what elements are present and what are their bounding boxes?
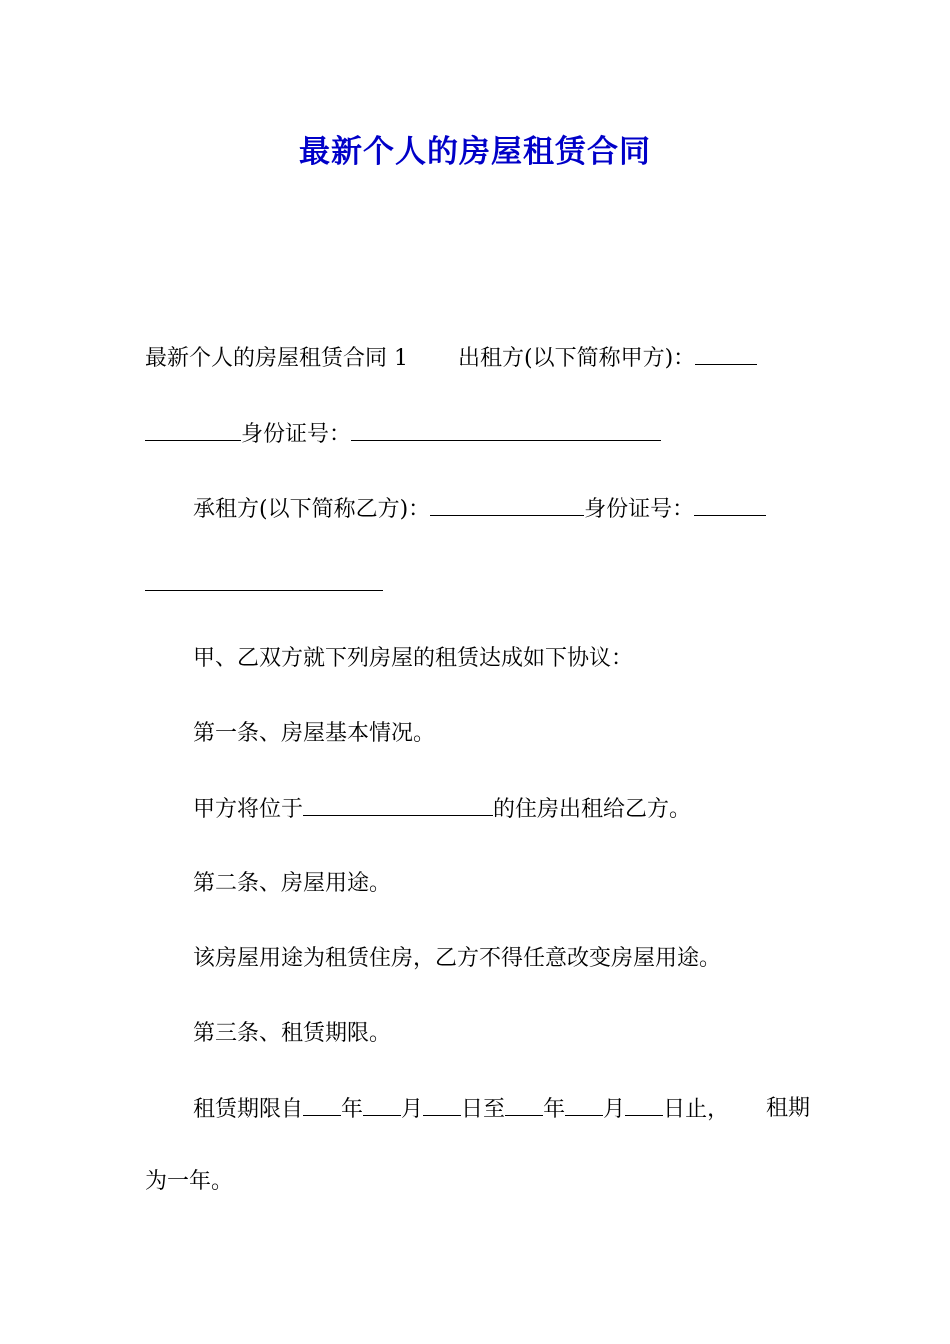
- article-3-title: 第三条、租赁期限。: [193, 1021, 392, 1046]
- lessor-id-blank: [351, 418, 661, 441]
- article-1-text: [193, 793, 810, 826]
- property-address-blank: [303, 793, 493, 816]
- lessor-id-label: 身份证号：: [241, 422, 352, 447]
- article-1-text-b: 的住房出租给乙方。: [493, 797, 692, 822]
- contract-heading-text: 最新个人的房屋租赁合同 1: [145, 346, 408, 371]
- term-day-1: 日至: [461, 1097, 506, 1122]
- lessee-line: [193, 493, 810, 526]
- term-month-1: 月: [401, 1097, 424, 1122]
- lessor-name-blank: [695, 342, 757, 365]
- term-tail: 租期: [765, 1096, 810, 1121]
- lessee-id-label: 身份证号：: [584, 497, 695, 522]
- lessor-id-line: [145, 418, 810, 451]
- lessor-name-blank-cont: [145, 418, 241, 441]
- lessee-id-line-cont: [145, 568, 810, 601]
- start-day-blank: [423, 1093, 461, 1116]
- lessee-id-blank: [694, 493, 766, 516]
- heading-line: [145, 342, 810, 375]
- end-day-blank: [625, 1093, 663, 1116]
- lessee-name-blank: [430, 493, 584, 516]
- lessee-label: 承租方(以下简称乙方)：: [193, 497, 431, 522]
- end-month-blank: [565, 1093, 603, 1116]
- lease-term-line: [193, 1093, 810, 1126]
- start-month-blank: [363, 1093, 401, 1116]
- article-2-text: 该房屋用途为租赁住房，乙方不得任意改变房屋用途。: [193, 946, 722, 971]
- lessee-id-blank-cont: [145, 568, 383, 591]
- article-1-text-a: 甲方将位于: [193, 797, 304, 822]
- term-year-2: 年: [543, 1097, 566, 1122]
- article-1-title: 第一条、房屋基本情况。: [193, 721, 436, 746]
- term-year-1: 年: [341, 1097, 364, 1122]
- lease-term-text: [193, 1093, 729, 1126]
- intro-paragraph: 甲、乙双方就下列房屋的租赁达成如下协议：: [193, 646, 634, 671]
- lease-term-end: 为一年。: [145, 1169, 234, 1194]
- document-title: 最新个人的房屋租赁合同: [299, 134, 651, 170]
- article-2-title: 第二条、房屋用途。: [193, 871, 392, 896]
- start-year-blank: [303, 1093, 341, 1116]
- lessor-label: 出租方(以下简称甲方)：: [458, 346, 696, 371]
- term-lead: 租赁期限自: [193, 1097, 304, 1122]
- term-month-2: 月: [603, 1097, 626, 1122]
- term-day-2: 日止，: [663, 1097, 730, 1122]
- end-year-blank: [505, 1093, 543, 1116]
